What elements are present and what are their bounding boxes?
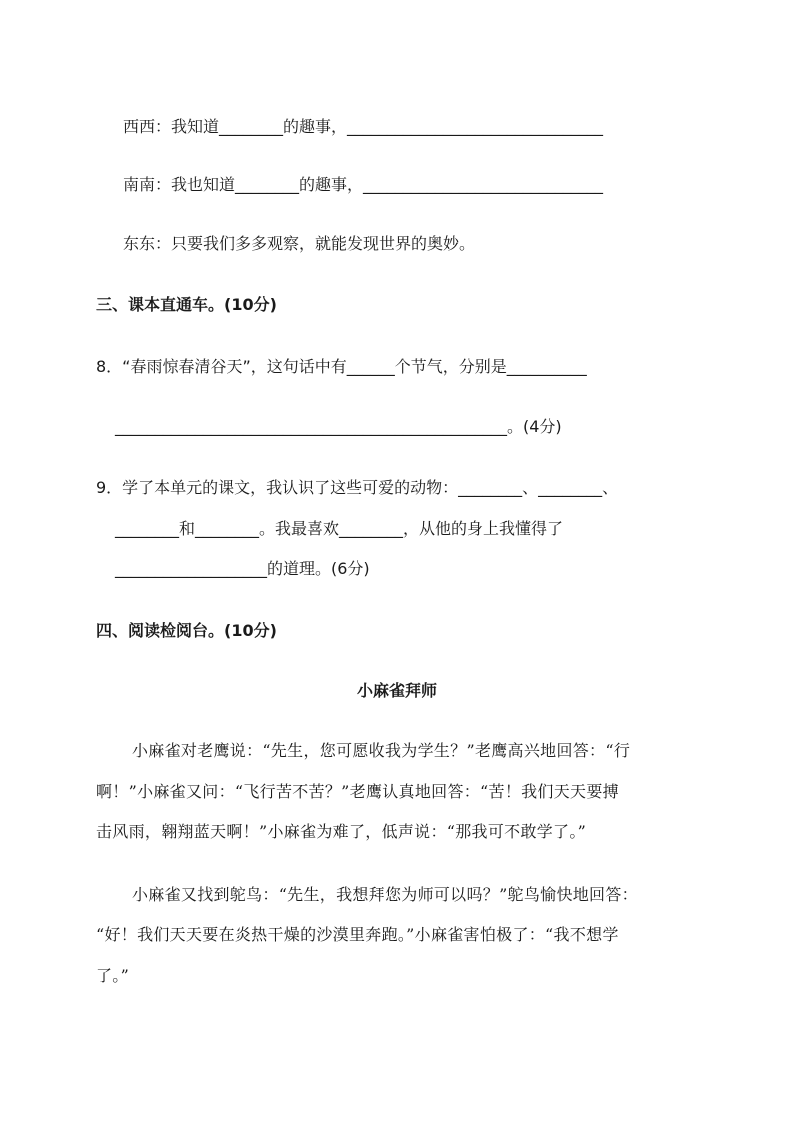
story-paragraph-2-line-2: “好！我们天天要在炎热干燥的沙漠里奔跑。”小麻雀害怕极了：“我不想学 (96, 925, 619, 944)
dialogue-xixi: 西西：我知道________的趣事，________________________________ (123, 117, 604, 136)
question-8-line-2: _________________________________________________。(4分) (115, 417, 562, 436)
story-paragraph-2-line-1: 小麻雀又找到鸵鸟：“先生，我想拜您为师可以吗？”鸵鸟愉快地回答： (132, 885, 638, 904)
story-paragraph-1-line-3: 击风雨，翱翔蓝天啊！”小麻雀为难了，低声说：“那我可不敢学了。” (96, 822, 587, 841)
dialogue-nannan: 南南：我也知道________的趣事，______________________________ (123, 175, 604, 194)
dialogue-dongdong: 东东：只要我们多多观察，就能发现世界的奥妙。 (123, 234, 476, 253)
question-9-line-3: ___________________的道理。(6分) (115, 559, 370, 578)
section-4-heading: 四、阅读检阅台。(10分) (96, 621, 277, 640)
section-3-heading: 三、课本直通车。(10分) (96, 295, 277, 314)
story-paragraph-1-line-2: 啊！”小麻雀又问：“飞行苦不苦？”老鹰认真地回答：“苦！我们天天要搏 (96, 782, 619, 801)
question-8-line-1: 8．“春雨惊春清谷天”，这句话中有______个节气，分别是__________ (96, 357, 587, 376)
story-paragraph-1-line-1: 小麻雀对老鹰说：“先生，您可愿收我为学生？”老鹰高兴地回答：“行 (132, 741, 631, 760)
story-title: 小麻雀拜师 (356, 681, 437, 700)
question-9-line-1: 9．学了本单元的课文，我认识了这些可爱的动物：________、________、 (96, 478, 619, 497)
question-9-line-2: ________和________。我最喜欢________，从他的身上我懂得了 (115, 519, 564, 538)
story-paragraph-2-line-3: 了。” (96, 966, 130, 985)
